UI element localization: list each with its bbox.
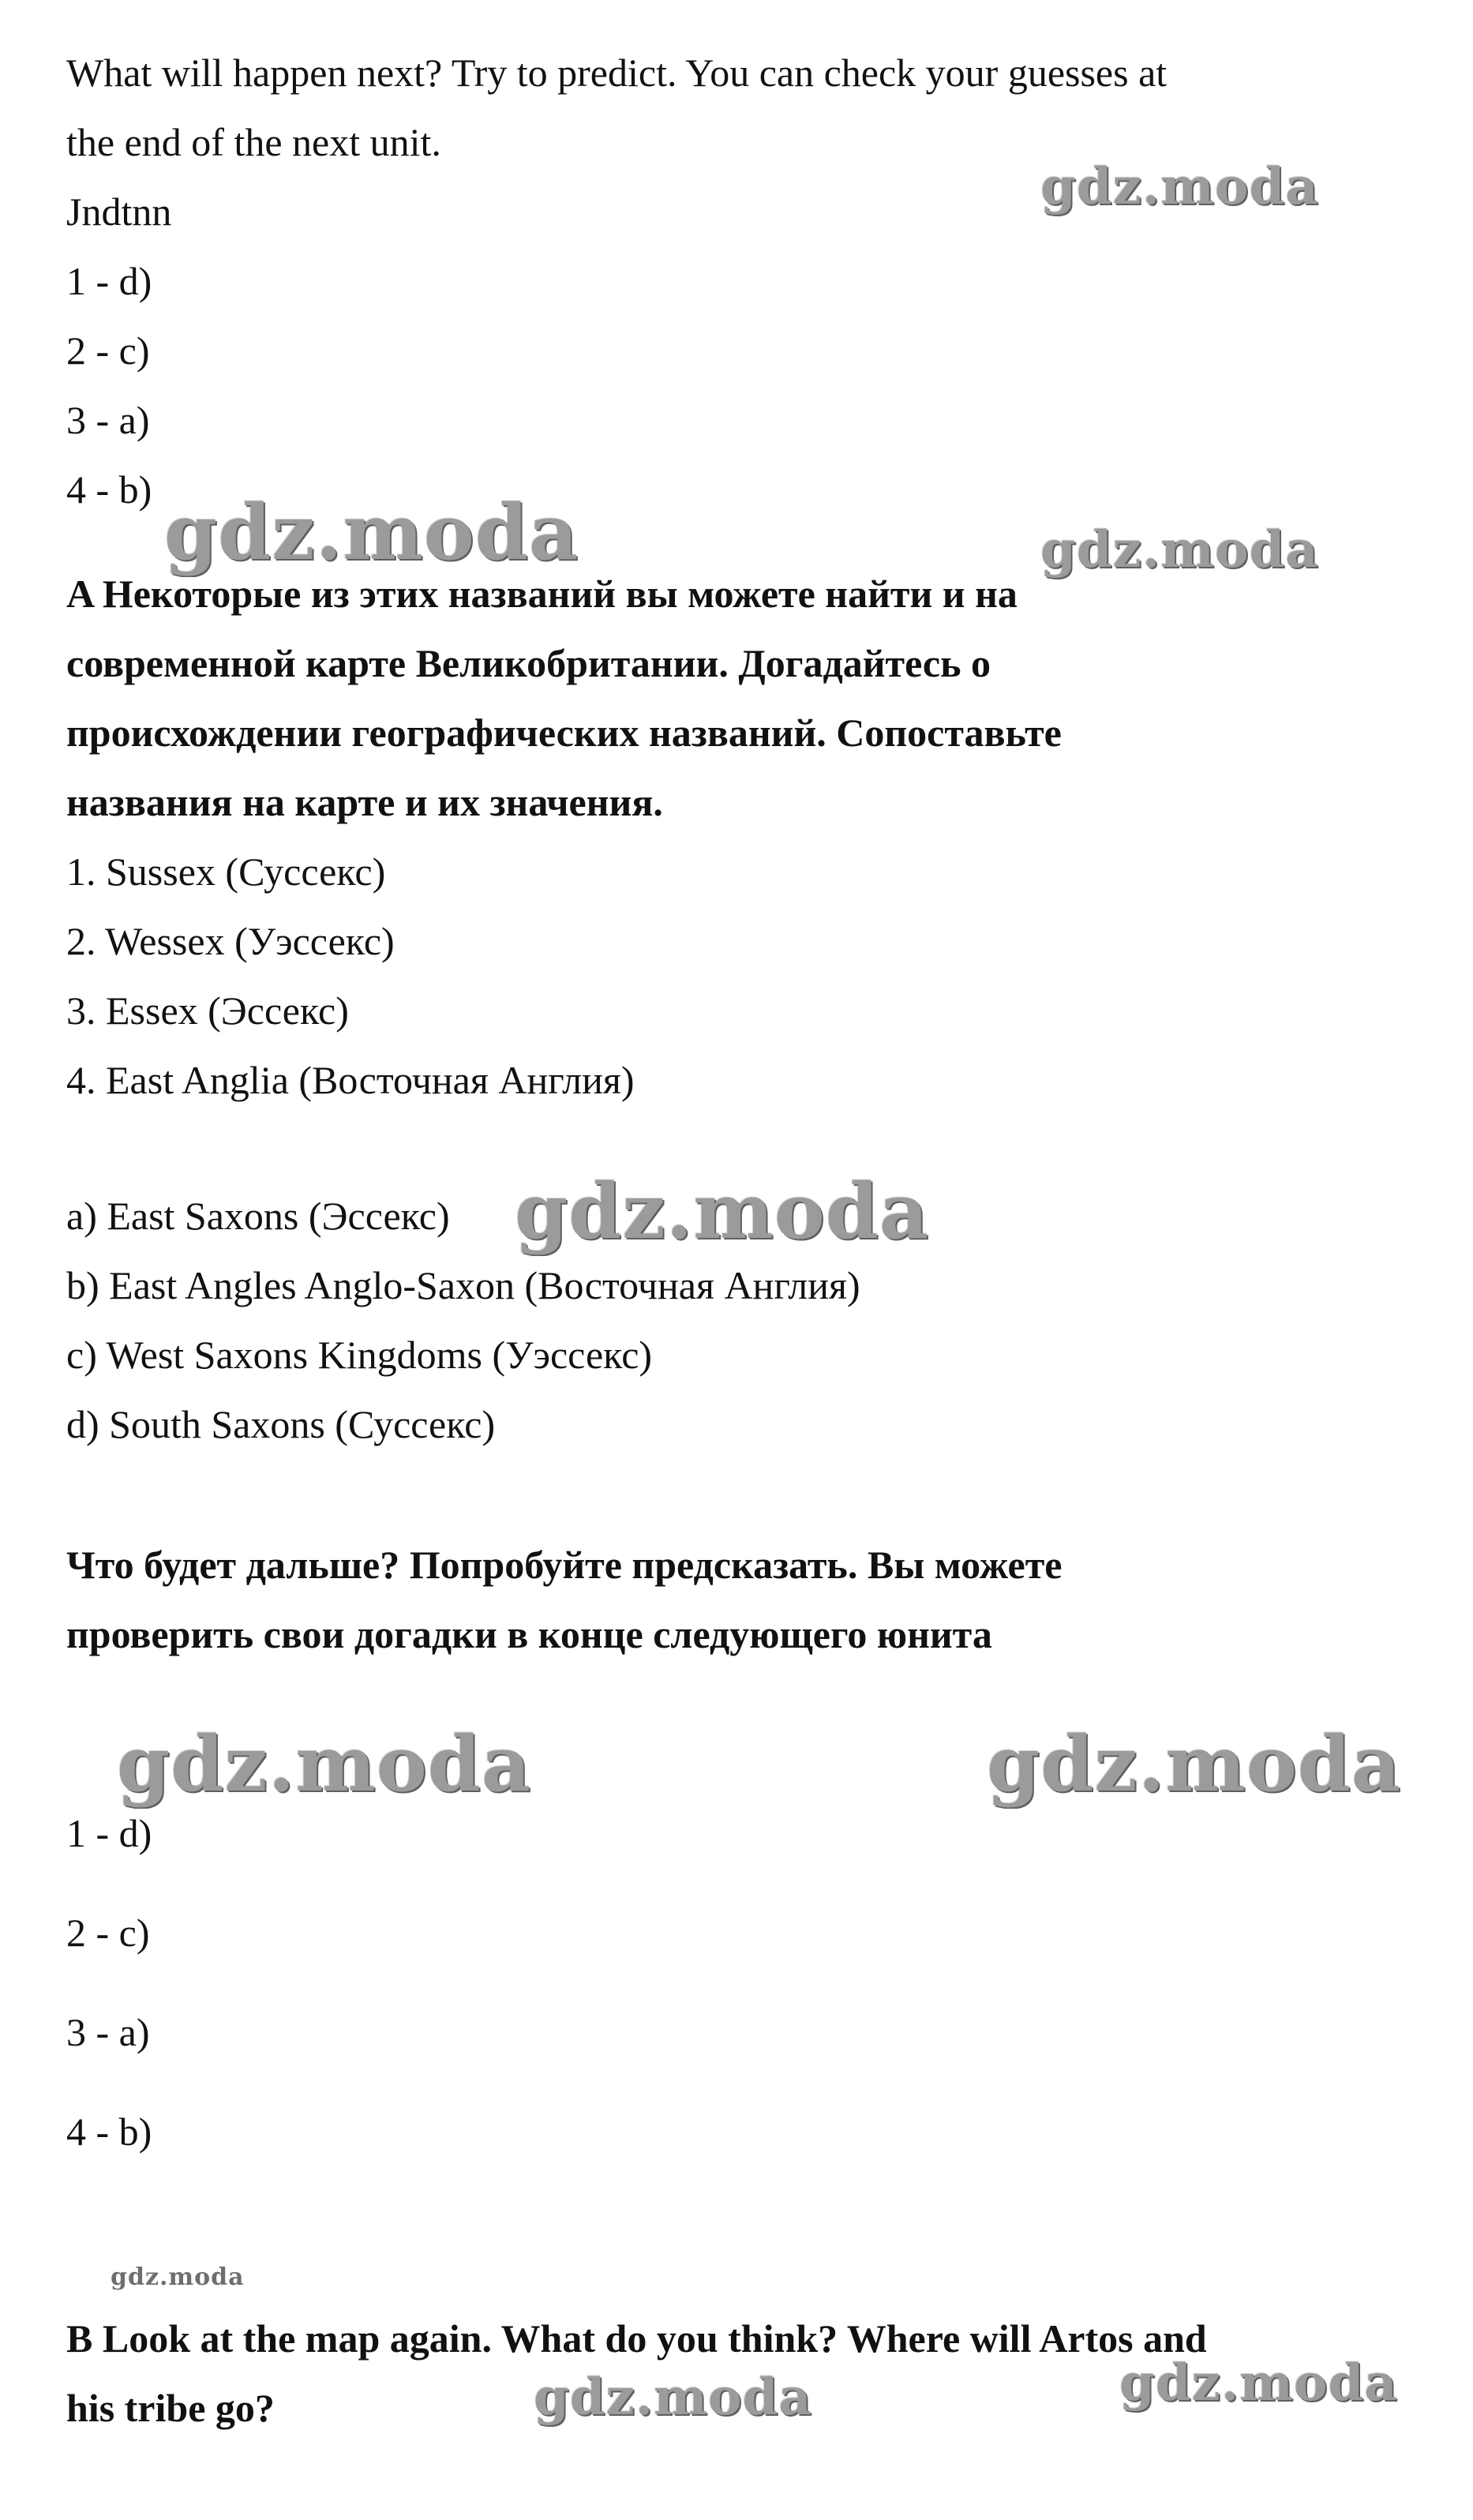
task-a-line-4: названия на карте и их значения.	[66, 780, 663, 824]
task-a-line-1: A Некоторые из этих названий вы можете найти и на	[66, 572, 1018, 616]
watermark: gdz.moda	[164, 488, 579, 577]
task-b-line-2: his tribe go?	[66, 2386, 275, 2430]
task-b-line-1: B Look at the map again. What do you think? Where will Artos and	[66, 2316, 1207, 2361]
watermark: gdz.moda	[117, 1719, 532, 1809]
task-a-name-1: 1. Sussex (Суссекс)	[66, 849, 386, 894]
watermark: gdz.moda	[1040, 157, 1319, 216]
task-a-meaning-b: b) East Angles Anglo-Saxon (Восточная Англия)	[66, 1263, 860, 1307]
intro-line-1: What will happen next? Try to predict. You can check your guesses at	[66, 51, 1168, 95]
watermark: gdz.moda	[534, 2368, 812, 2427]
task-a-name-4: 4. East Anglia (Восточная Англия)	[66, 1058, 635, 1102]
intro-answer-3: 3 - a)	[66, 398, 150, 442]
watermark: gdz.moda	[515, 1167, 930, 1256]
intro-answer-1: 1 - d)	[66, 259, 152, 303]
watermark: gdz.moda	[1040, 520, 1319, 579]
task-a-line-2: современной карте Великобритании. Догадайтесь о	[66, 641, 991, 685]
watermark: gdz.moda	[1119, 2353, 1398, 2413]
predict-answer-4: 4 - b)	[66, 2109, 152, 2154]
predict-answer-3: 3 - a)	[66, 2010, 150, 2054]
task-a-meaning-d: d) South Saxons (Суссекс)	[66, 1402, 496, 1446]
task-a-name-2: 2. Wessex (Уэссекс)	[66, 919, 395, 963]
intro-answer-2: 2 - c)	[66, 328, 150, 373]
predict-answer-1: 1 - d)	[66, 1811, 152, 1855]
task-a-meaning-a: a) East Saxons (Эссекс)	[66, 1194, 450, 1238]
task-a-name-3: 3. Essex (Эссекс)	[66, 988, 349, 1033]
predict-answer-2: 2 - c)	[66, 1911, 150, 1955]
watermark: gdz.moda	[987, 1719, 1402, 1809]
intro-line-2: the end of the next unit.	[66, 120, 441, 164]
predict-line-2: проверить свои догадки в конце следующего юнита	[66, 1612, 992, 1656]
watermark: gdz.moda	[111, 2263, 245, 2291]
task-a-meaning-c: c) West Saxons Kingdoms (Уэссекс)	[66, 1333, 653, 1377]
intro-answer-4: 4 - b)	[66, 467, 152, 512]
intro-heading: Jndtnn	[66, 189, 172, 234]
predict-line-1: Что будет дальше? Попробуйте предсказать. Вы можете	[66, 1543, 1063, 1587]
task-a-line-3: происхождении географических названий. Сопоставьте	[66, 711, 1062, 755]
